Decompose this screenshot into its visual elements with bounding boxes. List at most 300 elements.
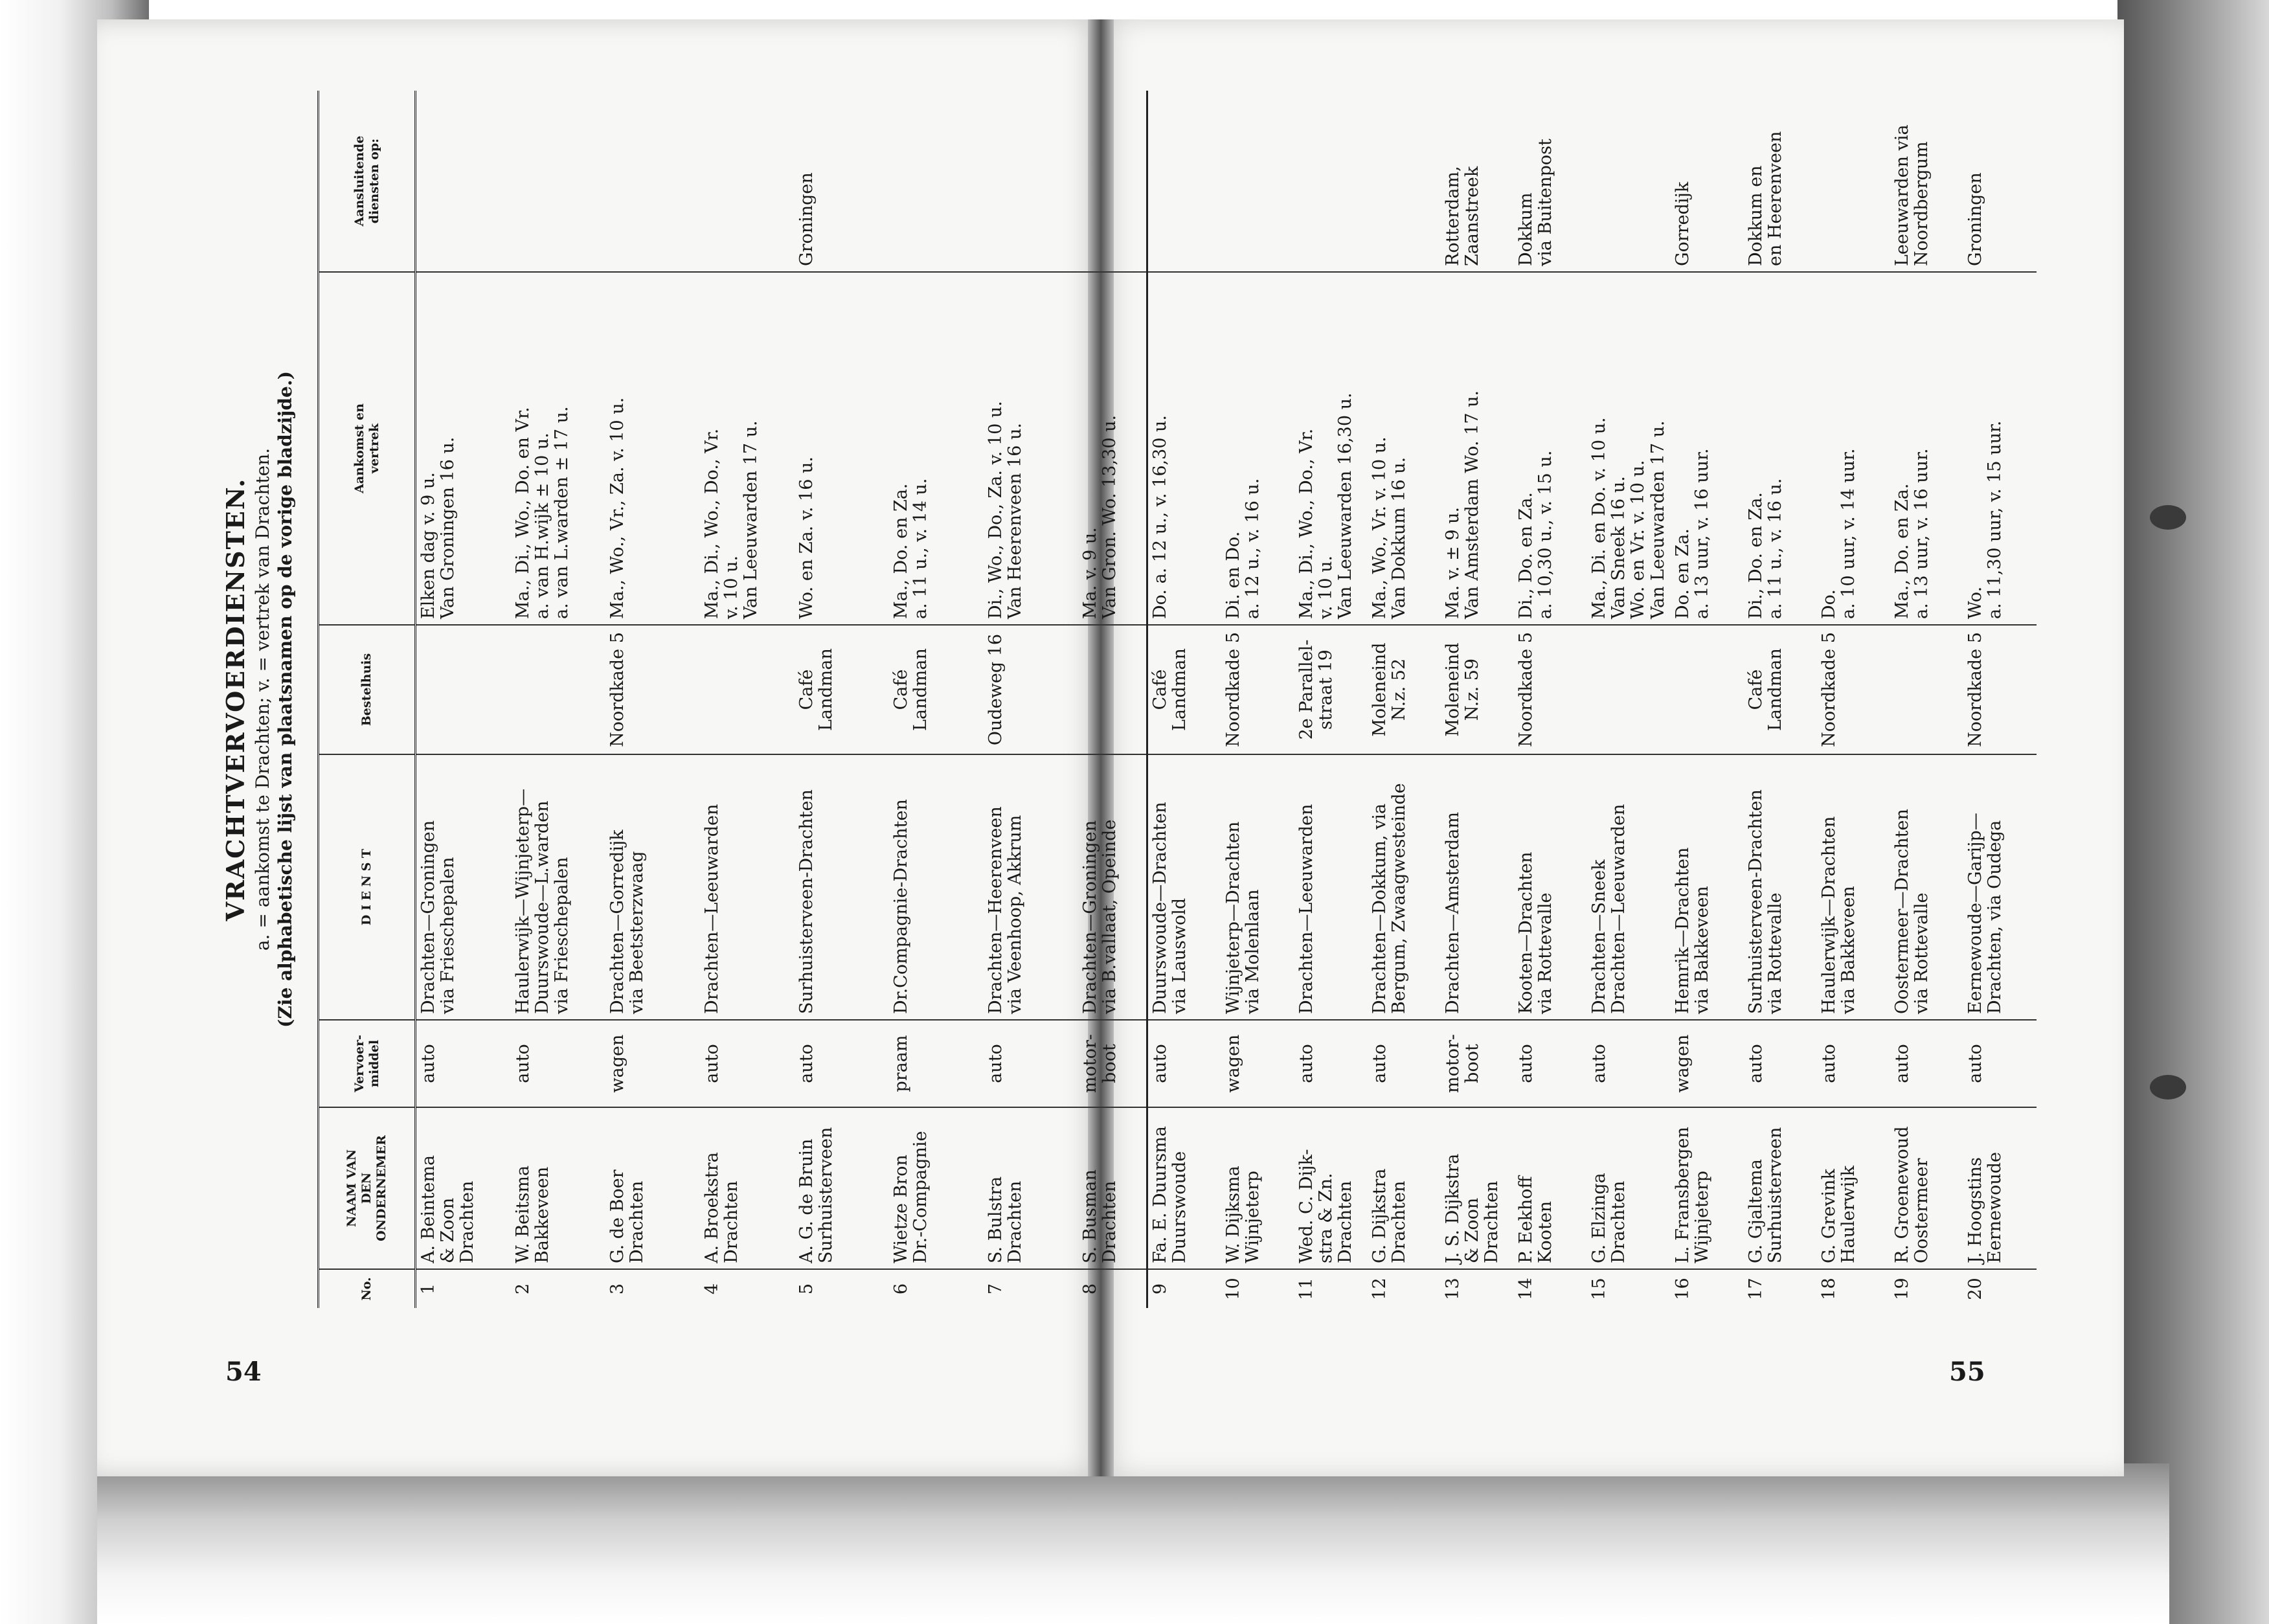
cell-tijden (1147, 272, 1222, 625)
cell-naam (1514, 1107, 1587, 1269)
page-subtitle: a. = aankomst te Drachten; v. = vertrek van Drachten. (251, 447, 273, 951)
header-aansluitende: Aansluitende diensten op: (319, 91, 416, 272)
table-row (700, 91, 795, 1308)
cell-middel-line: wagen (607, 1034, 627, 1093)
table-row (1294, 91, 1368, 1308)
cell-bestelhuis-line: straat 19 (1316, 649, 1337, 730)
cell-naam (700, 1107, 795, 1269)
cell-tijden-line: Van Groningen 16 u. (438, 436, 458, 619)
cell-bestelhuis (1817, 625, 1890, 754)
row-number: 4 (702, 1283, 722, 1295)
cell-naam (1221, 1107, 1294, 1269)
cell-middel-line: praam (891, 1035, 911, 1092)
cell-dienst (1890, 754, 1963, 1020)
cell-naam-line: Oostermeer (1912, 1158, 1932, 1263)
cell-tijden-line: Ma., Di., Wo., Do. en Vr. (513, 407, 533, 619)
cell-tijden-line: Van Leeuwarden 17 u. (741, 420, 762, 619)
cell-naam-line: Kooten (1535, 1201, 1556, 1263)
cell-dienst-line: Duurswoude—L.warden (532, 800, 553, 1014)
row-number: 18 (1818, 1278, 1839, 1300)
row-number: 13 (1443, 1278, 1463, 1300)
page-number-left: 54 (225, 1357, 262, 1387)
cell-dienst-line: Duurswoude—Drachten (1150, 802, 1170, 1014)
cell-tijden (984, 272, 1078, 625)
punch-hole-top (2150, 505, 2186, 530)
cell-tijden-line: a. 11,30 uur, v. 15 uur. (1985, 420, 2005, 619)
cell-middel-line: auto (513, 1044, 533, 1083)
cell-dienst-line: Drachten—Groningen (1080, 820, 1100, 1014)
cell-tijden-line: a. 10,30 u., v. 15 u. (1535, 450, 1556, 619)
cell-tijden (1817, 272, 1890, 625)
cell-tijden-line: Van Sneek 16 u. (1609, 476, 1629, 619)
cell-naam (889, 1107, 984, 1269)
cell-naam-line: W. Dijksma (1223, 1166, 1243, 1263)
cell-tijden (1294, 272, 1368, 625)
cell-dienst-line: via Frieschepalen (438, 857, 458, 1014)
table-row (1963, 91, 2037, 1308)
cell-naam-line: Wietze Bron (891, 1155, 911, 1263)
cell-middel-line: auto (986, 1044, 1006, 1083)
cell-tijden-line: a. 12 u., v. 16 u. (1243, 478, 1263, 619)
cell-bestelhuis-line: Moleneind (1370, 642, 1390, 737)
cell-naam-line: J. S. Dijkstra (1443, 1153, 1463, 1263)
cell-tijden-line: Ma., Di. en Do. v. 10 u. (1589, 417, 1609, 619)
cell-dienst-line: Drachten—Amsterdam (1443, 811, 1463, 1014)
cell-tijden-line: a. 13 uur, v. 16 uur. (1912, 448, 1932, 619)
cell-dienst-line: via B.vallaat, Opeinde (1100, 819, 1120, 1014)
cell-middel (1147, 1020, 1222, 1107)
cell-middel (1817, 1020, 1890, 1107)
table-row (1441, 91, 1514, 1308)
cell-tijden (700, 272, 795, 625)
cell-middel-line: wagen (1672, 1034, 1693, 1093)
cell-dienst-line: via Veenhoop, Akkrum (1005, 815, 1026, 1014)
transport-table-left (317, 91, 1173, 1308)
cell-naam-line: & Zoon (438, 1197, 458, 1263)
cell-aansluitende (1890, 91, 1963, 272)
cell-bestelhuis (1587, 625, 1671, 754)
cell-middel (1368, 1020, 1441, 1107)
cell-aansluitende-line: Rotterdam, (1443, 166, 1463, 266)
cell-bestelhuis-line: N.z. 52 (1389, 658, 1410, 721)
cell-naam-line: Wijnjeterp (1692, 1170, 1713, 1263)
cell-dienst-line: via Rottevalle (1765, 892, 1786, 1014)
cell-dienst-line: Eernewoude—Garijp— (1965, 813, 1985, 1014)
cell-tijden-line: a. van H.wijk ± 10 u. (532, 433, 553, 619)
cell-dienst (511, 754, 605, 1020)
cell-dienst-line: Drachten—Sneek (1589, 859, 1609, 1014)
cell-bestelhuis (984, 625, 1078, 754)
cell-bestelhuis-line: Oudeweg 16 (986, 633, 1006, 746)
cell-middel-line: auto (1150, 1044, 1170, 1083)
cell-naam-line: P. Eekhoff (1516, 1176, 1536, 1263)
row-number: 1 (418, 1283, 438, 1295)
cell-aansluitende-line: Zaanstreek (1462, 166, 1483, 266)
cell-bestelhuis-line: Noordkade 5 (1965, 632, 1985, 747)
cell-naam-line: R. Groenewoud (1891, 1126, 1912, 1263)
cell-dienst (1817, 754, 1890, 1020)
row-number: 9 (1150, 1283, 1170, 1295)
table-row (1671, 91, 1744, 1308)
cell-dienst (1147, 754, 1222, 1020)
row-number: 5 (796, 1283, 817, 1295)
cell-tijden-line: a. van L.warden ± 17 u. (552, 406, 572, 619)
header-dienst: D I E N S T (319, 754, 416, 1020)
cell-tijden-line: Ma., Wo., Vr., Za. v. 10 u. (607, 397, 627, 619)
cell-bestelhuis-line: Noordkade 5 (1516, 632, 1536, 747)
cell-naam (1147, 1107, 1222, 1269)
cell-tijden-line: v. 10 u. (721, 555, 742, 619)
cell-middel (605, 1020, 700, 1107)
row-number: 15 (1589, 1278, 1609, 1300)
cell-bestelhuis-line: Noordkade 5 (1818, 632, 1839, 747)
page-note: (Zie alphabetische lijst van plaatsnamen op de vorige bladzijde.) (274, 371, 296, 1028)
cell-naam-line: & Zoon (1462, 1197, 1483, 1263)
cell-naam-line: Bakkeveen (532, 1166, 553, 1263)
cell-naam (511, 1107, 605, 1269)
punch-hole-bottom (2150, 1075, 2186, 1100)
cell-dienst (1221, 754, 1294, 1020)
cell-bestelhuis-line: Café (1745, 669, 1766, 710)
cell-tijden-line: Elken dag v. 9 u. (418, 472, 438, 619)
cell-bestelhuis (1671, 625, 1744, 754)
cell-tijden-line: Van Dokkum 16 u. (1389, 457, 1410, 619)
header-ankomst: Aankomst en vertrek (319, 272, 416, 625)
cell-tijden-line: Ma. v. ± 9 u. (1443, 506, 1463, 619)
cell-bestelhuis (416, 625, 512, 754)
cell-tijden-line: Ma., Di., Wo., Do., Vr. (1296, 428, 1316, 619)
cell-naam-line: Haulerwijk (1838, 1165, 1859, 1263)
cell-tijden (1890, 272, 1963, 625)
cell-tijden (1671, 272, 1744, 625)
cell-tijden (1441, 272, 1514, 625)
cell-tijden-line: Di., Do. en Za. (1745, 491, 1766, 619)
row-number: 16 (1672, 1278, 1693, 1300)
right-page-content (1146, 91, 2005, 1308)
cell-naam-line: A. G. de Bruin (796, 1138, 817, 1263)
cell-dienst (984, 754, 1078, 1020)
cell-middel-line: auto (1965, 1044, 1985, 1083)
cell-middel (1221, 1020, 1294, 1107)
row-number: 2 (513, 1283, 533, 1295)
cell-aansluitende (1147, 91, 1222, 272)
cell-aansluitende (1514, 91, 1587, 272)
cell-tijden-line: Di., Do. en Za. (1516, 491, 1536, 619)
cell-tijden-line: Van Heerenveen 16 u. (1005, 423, 1026, 619)
cell-naam-line: G. Elzinga (1589, 1173, 1609, 1263)
cell-naam-line: S. Bulstra (986, 1176, 1006, 1263)
cell-bestelhuis-line: Moleneind (1443, 642, 1463, 737)
cell-bestelhuis (1147, 625, 1222, 754)
cell-dienst-line: Hemrik—Drachten (1672, 847, 1693, 1014)
cell-naam-line: A. Broekstra (702, 1152, 722, 1263)
cell-bestelhuis (1744, 625, 1817, 754)
table-row (1147, 91, 1222, 1308)
cell-tijden-line: Wo. en Za. v. 16 u. (796, 457, 817, 619)
cell-aansluitende (1368, 91, 1441, 272)
cell-naam-line: stra & Zn. (1316, 1173, 1337, 1263)
table-row (1587, 91, 1671, 1308)
cell-middel-line: auto (702, 1044, 722, 1083)
cell-dienst (1294, 754, 1368, 1020)
cell-tijden-line: Di., Wo., Do., Za. v. 10 u. (986, 401, 1006, 619)
cell-tijden-line: Van Amsterdam Wo. 17 u. (1462, 390, 1483, 619)
cell-dienst (1587, 754, 1671, 1020)
cell-naam (416, 1107, 512, 1269)
cell-naam-line: Drachten (1335, 1180, 1356, 1263)
cell-tijden (795, 272, 889, 625)
cell-middel-line: boot (1100, 1044, 1120, 1083)
scan-margin-right (2117, 0, 2269, 1624)
table-row (1890, 91, 1963, 1308)
cell-bestelhuis (700, 625, 795, 754)
cell-tijden-line: Van Leeuwarden 16,30 u. (1335, 392, 1356, 619)
cell-dienst-line: Drachten, via Oudega (1985, 820, 2005, 1014)
cell-aansluitende (700, 91, 795, 272)
cell-tijden (889, 272, 984, 625)
cell-naam-line: Duurswoude (1169, 1151, 1190, 1263)
cell-aansluitende-line: Groningen (796, 172, 817, 266)
cell-tijden-line: Van Leeuwarden 17 u. (1647, 420, 1668, 619)
cell-aansluitende (1963, 91, 2037, 272)
cell-dienst-line: Drachten—Groningen (418, 820, 438, 1014)
cell-aansluitende (1744, 91, 1817, 272)
cell-aansluitende (1817, 91, 1890, 272)
cell-middel-line: auto (418, 1044, 438, 1083)
cell-aansluitende-line: Dokkum (1516, 192, 1536, 266)
cell-naam-line: Drachten (721, 1180, 742, 1263)
table-row (984, 91, 1078, 1308)
cell-bestelhuis (511, 625, 605, 754)
cell-naam-line: S. Busman (1080, 1169, 1100, 1263)
cell-bestelhuis (1294, 625, 1368, 754)
cell-dienst-line: Drachten—Dokkum, via (1370, 803, 1390, 1014)
cell-middel-line: auto (1296, 1044, 1316, 1083)
cell-naam-line: Drachten (1005, 1180, 1026, 1263)
cell-middel (889, 1020, 984, 1107)
cell-middel (1890, 1020, 1963, 1107)
cell-dienst-line: via Beetsterzwaag (627, 851, 648, 1014)
cell-middel-line: auto (1745, 1044, 1766, 1083)
cell-naam-line: Drachten (1609, 1180, 1629, 1263)
cell-dienst (1514, 754, 1587, 1020)
header-middel: Vervoer- middel (319, 1020, 416, 1107)
cell-middel (1963, 1020, 2037, 1107)
cell-aansluitende-line: Dokkum en (1745, 165, 1766, 266)
cell-dienst-line: via Bakkeveen (1838, 886, 1859, 1014)
cell-dienst-line: Surhuisterveen-Drachten (796, 789, 817, 1014)
cell-aansluitende (795, 91, 889, 272)
cell-naam (1817, 1107, 1890, 1269)
cell-naam (795, 1107, 889, 1269)
table-row (1817, 91, 1890, 1308)
cell-tijden (1368, 272, 1441, 625)
cell-naam (1368, 1107, 1441, 1269)
cell-middel (700, 1020, 795, 1107)
cell-bestelhuis-line: 2e Parallel- (1296, 639, 1316, 740)
cell-bestelhuis-line: Landman (1169, 648, 1190, 731)
table-row (416, 91, 512, 1308)
cell-naam-line: Surhuisterveen (1765, 1127, 1786, 1263)
cell-naam-line: Drachten (1100, 1180, 1120, 1263)
cell-dienst (700, 754, 795, 1020)
cell-tijden (1744, 272, 1817, 625)
cell-dienst-line: via Frieschepalen (552, 857, 572, 1014)
cell-tijden-line: Ma., Wo., Vr. v. 10 u. (1370, 436, 1390, 619)
cell-bestelhuis (605, 625, 700, 754)
cell-tijden-line: Wo. (1965, 586, 1985, 619)
cell-aansluitende (889, 91, 984, 272)
cell-dienst-line: Drachten—Heerenveen (986, 806, 1006, 1014)
table-row (795, 91, 889, 1308)
cell-bestelhuis-line: Café (1150, 669, 1170, 710)
cell-bestelhuis (795, 625, 889, 754)
cell-dienst-line: Haulerwijk—Drachten (1818, 816, 1839, 1014)
cell-dienst-line: Haulerwijk—Wijnjeterp— (513, 788, 533, 1014)
cell-middel (1514, 1020, 1587, 1107)
cell-dienst-line: Dr.Compagnie-Drachten (891, 799, 911, 1014)
cell-dienst (795, 754, 889, 1020)
cell-middel-line: wagen (1223, 1034, 1243, 1093)
cell-bestelhuis (1890, 625, 1963, 754)
cell-middel (1441, 1020, 1514, 1107)
cell-naam-line: Dr.-Compagnie (910, 1131, 931, 1263)
cell-dienst-line: Drachten—Gorredijk (607, 829, 627, 1014)
cell-aansluitende (1671, 91, 1744, 272)
cell-naam-line: Wed. C. Dijk- (1296, 1149, 1316, 1263)
cell-naam (1587, 1107, 1671, 1269)
table-row (511, 91, 605, 1308)
cell-naam-line: Surhuisterveen (816, 1127, 837, 1263)
cell-tijden-line: Di. en Do. (1223, 531, 1243, 619)
cell-tijden-line: a. 11 u., v. 14 u. (910, 478, 931, 619)
cell-tijden-line: Wo. en Vr. v. 10 u. (1628, 460, 1649, 619)
cell-dienst-line: Drachten—Leeuwarden (1296, 804, 1316, 1014)
cell-dienst-line: Bergum, Zwaagwesteinde (1389, 783, 1410, 1014)
cell-bestelhuis-line: N.z. 59 (1462, 658, 1483, 721)
row-number: 8 (1080, 1283, 1100, 1295)
row-number: 12 (1370, 1278, 1390, 1300)
cell-middel (984, 1020, 1078, 1107)
cell-dienst (1441, 754, 1514, 1020)
cell-naam (1441, 1107, 1514, 1269)
cell-dienst-line: Drachten—Leeuwarden (1609, 804, 1629, 1014)
cell-tijden-line: a. 11 u., v. 16 u. (1765, 478, 1786, 619)
cell-tijden-line: Ma., Di., Wo., Do., Vr. (702, 428, 722, 619)
cell-aansluitende (416, 91, 512, 272)
cell-bestelhuis-line: Landman (1765, 648, 1786, 731)
cell-dienst-line: Oostermeer—Drachten (1891, 809, 1912, 1014)
row-number: 11 (1296, 1278, 1316, 1300)
cell-middel (511, 1020, 605, 1107)
cell-bestelhuis (1963, 625, 2037, 754)
cell-dienst (889, 754, 984, 1020)
cell-naam (1671, 1107, 1744, 1269)
row-number: 17 (1745, 1278, 1766, 1300)
cell-dienst-line: via Lauswold (1169, 897, 1190, 1014)
cell-tijden-line: Ma., Do. en Za. (1891, 483, 1912, 619)
cell-dienst-line: Surhuisterveen-Drachten (1745, 789, 1766, 1014)
row-number: 6 (891, 1283, 911, 1295)
cell-aansluitende (1221, 91, 1294, 272)
cell-tijden-line: Ma., Do. en Za. (891, 483, 911, 619)
cell-naam-line: L. Fransbergen (1672, 1127, 1693, 1263)
cell-tijden-line: a. 10 uur, v. 14 uur. (1838, 448, 1859, 619)
cell-aansluitende (605, 91, 700, 272)
cell-middel-line: auto (1818, 1044, 1839, 1083)
cell-naam-line: Drachten (627, 1180, 648, 1263)
cell-tijden-line: Van Gron. Wo. 13,30 u. (1100, 414, 1120, 619)
cell-bestelhuis-line: Noordkade 5 (1223, 632, 1243, 747)
cell-naam-line: G. Dijkstra (1370, 1168, 1390, 1263)
cell-bestelhuis-line: Noordkade 5 (607, 632, 627, 747)
table-row (889, 91, 984, 1308)
cell-aansluitende-line: via Buitenpost (1535, 139, 1556, 266)
cell-bestelhuis (889, 625, 984, 754)
cell-middel-line: auto (1891, 1044, 1912, 1083)
cell-naam-line: Drachten (457, 1180, 478, 1263)
cell-dienst-line: via Rottevalle (1912, 892, 1932, 1014)
cell-tijden-line: Ma. v. 9 u. (1080, 527, 1100, 619)
cell-dienst (1368, 754, 1441, 1020)
cell-aansluitende (1294, 91, 1368, 272)
cell-dienst (1744, 754, 1817, 1020)
cell-bestelhuis-line: Landman (816, 648, 837, 731)
cell-aansluitende-line: Leeuwarden via (1891, 124, 1912, 266)
cell-aansluitende (1587, 91, 1671, 272)
cell-naam (1294, 1107, 1368, 1269)
cell-naam (1744, 1107, 1817, 1269)
cell-tijden (1587, 272, 1671, 625)
cell-dienst-line: via Rottevalle (1535, 892, 1556, 1014)
cell-middel-line: motor- (1080, 1034, 1100, 1093)
cell-dienst-line: via Bakkeveen (1692, 886, 1713, 1014)
cell-middel-line: auto (796, 1044, 817, 1083)
cell-tijden (1514, 272, 1587, 625)
cell-bestelhuis (1368, 625, 1441, 754)
cell-tijden (1963, 272, 2037, 625)
cell-bestelhuis (1441, 625, 1514, 754)
cell-naam-line: A. Beintema (418, 1155, 438, 1263)
page-title: VRACHTVERVOERDIENSTEN. (221, 477, 250, 921)
cell-naam (605, 1107, 700, 1269)
row-number: 20 (1965, 1278, 1985, 1300)
cell-dienst (1963, 754, 2037, 1020)
cell-naam (984, 1107, 1078, 1269)
cell-bestelhuis (1514, 625, 1587, 754)
row-number: 19 (1891, 1278, 1912, 1300)
title-block (220, 91, 317, 1308)
scan-margin-bottom (97, 1463, 2169, 1624)
cell-naam-line: Eernewoude (1985, 1152, 2005, 1263)
cell-tijden (1221, 272, 1294, 625)
cell-middel-line: motor- (1443, 1034, 1463, 1093)
cell-aansluitende (984, 91, 1078, 272)
cell-naam-line: G. de Boer (607, 1169, 627, 1263)
cell-naam-line: Wijnjeterp (1243, 1170, 1263, 1263)
cell-naam (1963, 1107, 2037, 1269)
cell-middel (795, 1020, 889, 1107)
table-row (1368, 91, 1441, 1308)
cell-middel (1671, 1020, 1744, 1107)
cell-middel (1744, 1020, 1817, 1107)
cell-dienst-line: Wijnjeterp—Drachten (1223, 821, 1243, 1014)
row-number: 3 (607, 1283, 627, 1295)
cell-naam-line: Fa. E. Duursma (1150, 1126, 1170, 1263)
cell-tijden-line: v. 10 u. (1316, 555, 1337, 619)
table-row (605, 91, 700, 1308)
left-page-content (220, 91, 1120, 1308)
